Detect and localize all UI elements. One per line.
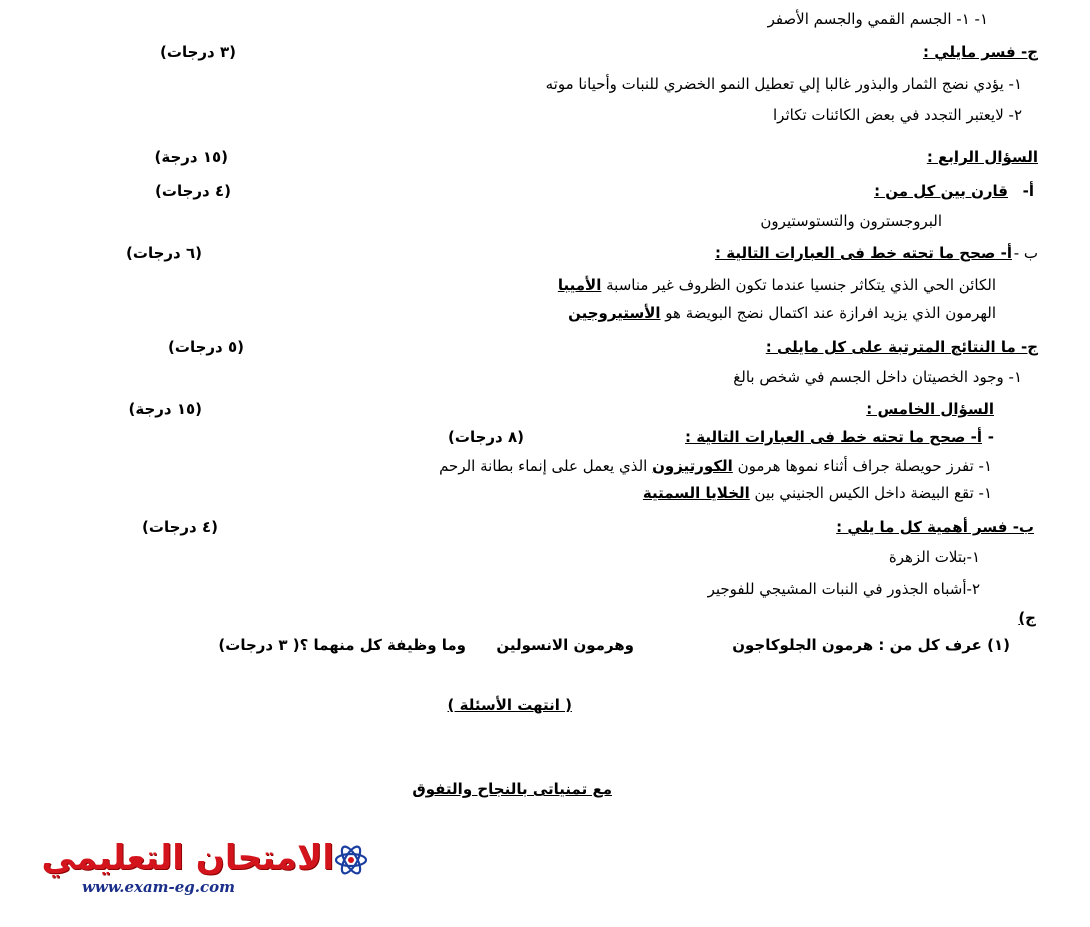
question-line: ٢-أشباه الجذور في النبات المشيجي للفوجير <box>707 580 980 598</box>
question-line: (١) عرف كل من : هرمون الجلوكاجون <box>732 636 1010 654</box>
question-marks: (١٥ درجة) <box>128 400 202 418</box>
question-marks: (١٥ درجة) <box>154 148 228 166</box>
item-prefix: ب - <box>1013 244 1038 262</box>
question-text: ١- تفرز حويصلة جراف أثناء نموها هرمون <box>732 457 992 475</box>
logo-arabic-text: الامتحان التعليمي <box>41 838 334 878</box>
section-marks: (٤ درجات) <box>155 182 231 200</box>
question-line: ١-بتلات الزهرة <box>888 548 980 566</box>
question-line: وما وظيفة كل منهما ؟( ٣ درجات) <box>218 636 466 654</box>
section-heading: ج- ما النتائج المترتبة على كل مايلى : <box>765 338 1038 356</box>
section-heading: أ- صحح ما تحته خط فى العبارات التالية : <box>715 244 1012 262</box>
question-title: السؤال الرابع : <box>926 148 1038 166</box>
question-text: الكائن الحي الذي يتكاثر جنسيا عندما تكون الظروف غير مناسبة <box>601 276 996 294</box>
section-marks: (٤ درجات) <box>142 518 218 536</box>
section-marks: (٣ درجات) <box>160 43 236 61</box>
question-title: السؤال الخامس : <box>866 400 994 418</box>
underlined-term: الكورتيزون <box>652 457 733 475</box>
question-line <box>568 304 996 322</box>
item-prefix: - <box>987 428 994 446</box>
question-line: ١- يؤدي نضج الثمار والبذور غالبا إلي تعطيل النمو الخضري للنبات وأحيانا موته <box>545 75 1022 93</box>
section-marks: (٥ درجات) <box>168 338 244 356</box>
section-heading: قارن بين كل من : <box>874 182 1008 200</box>
question-line <box>558 276 996 294</box>
section-marks: (٦ درجات) <box>126 244 202 262</box>
question-line: البروجسترون والتستوستيرون <box>760 212 942 230</box>
atom-icon <box>334 840 368 880</box>
underlined-term: الخلايا السمتية <box>642 484 750 502</box>
section-heading: أ- صحح ما تحته خط فى العبارات التالية : <box>685 428 982 446</box>
underlined-term: الأستيروجين <box>568 304 661 322</box>
logo-url: www.exam-eg.com <box>82 878 236 896</box>
section-heading: ج) <box>1018 609 1036 627</box>
question-text: الهرمون الذي يزيد افرازة عند اكتمال نضج البويضة هو <box>660 304 996 322</box>
exam-eg-logo <box>41 838 368 900</box>
section-heading: ج- فسر مايلي : <box>923 43 1038 61</box>
section-heading: ب- فسر أهمية كل ما يلي : <box>836 518 1034 536</box>
question-text: ١- تقع البيضة داخل الكيس الجنيني بين <box>749 484 992 502</box>
question-line <box>439 457 992 475</box>
section-marks: (٨ درجات) <box>448 428 524 446</box>
underlined-term: الأميبا <box>557 276 602 294</box>
answer-line: ١- ١- الجسم القمي والجسم الأصفر <box>767 10 988 28</box>
closing-wish: مع تمنياتى بالنجاح والتفوق <box>412 780 612 798</box>
question-line: وهرمون الانسولين <box>496 636 634 654</box>
end-of-questions: ( انتهت الأسئلة ) <box>447 696 572 714</box>
question-text: الذي يعمل على إنماء بطانة الرحم <box>439 457 653 475</box>
question-line: ١- وجود الخصيتان داخل الجسم في شخص بالغ <box>733 368 1022 386</box>
question-line <box>643 484 992 502</box>
question-line: ٢- لايعتبر التجدد في بعض الكائنات تكاثرا <box>773 106 1022 124</box>
item-prefix: أ- <box>1022 182 1034 200</box>
